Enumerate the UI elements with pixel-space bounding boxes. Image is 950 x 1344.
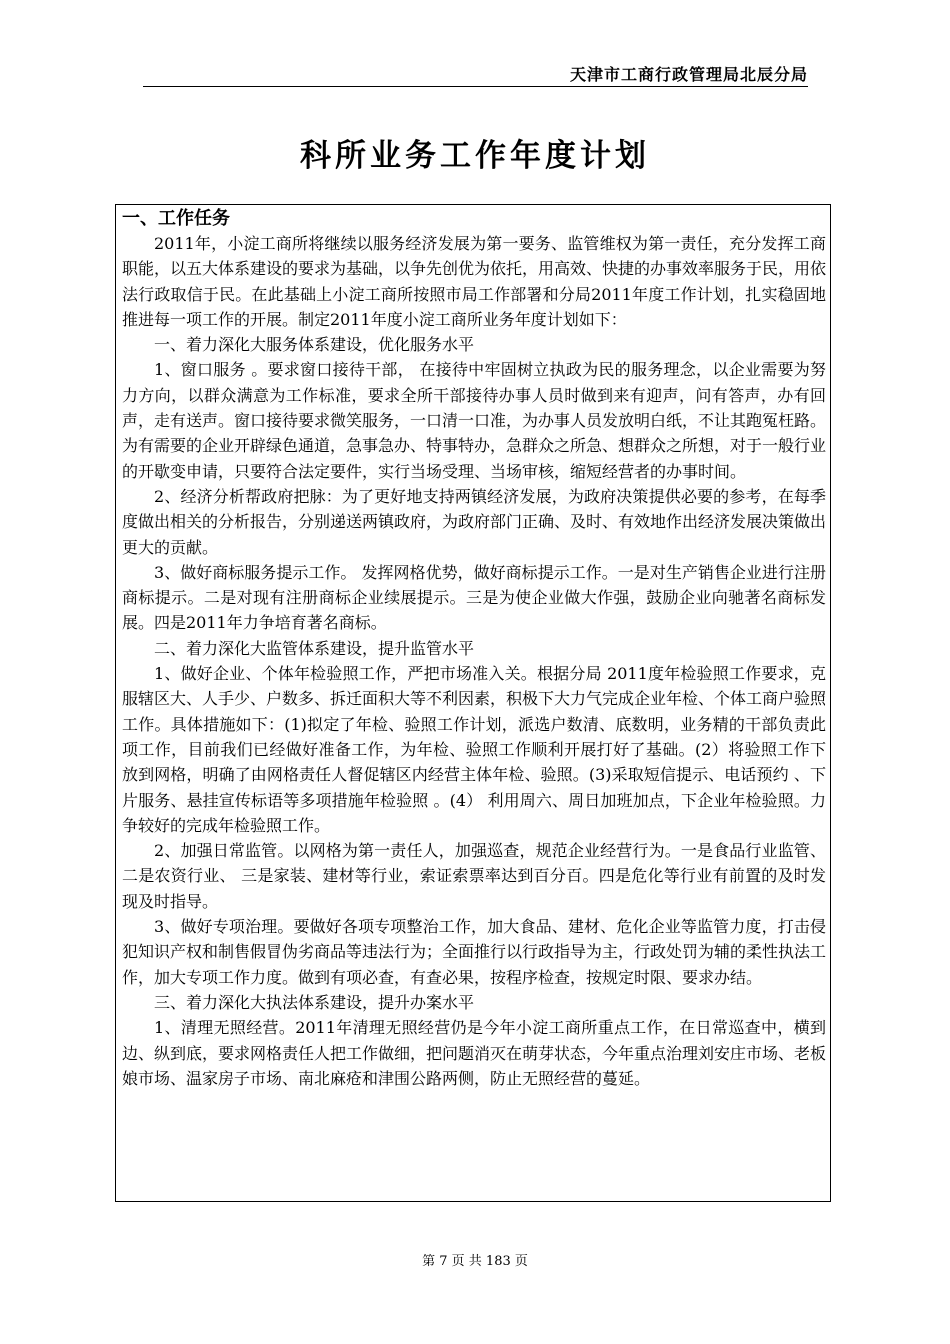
paragraph-daily-supervision: 2、加强日常监管。以网格为第一责任人，加强巡查，规范企业经营行为。一是食品行业监管、 二是农资行业、 三是家装、建材等行业，索证索票率达到百分百。四是危化等行业有前置的及时发现及时指导。: [122, 841, 826, 911]
subheading-service: 一、着力深化大服务体系建设，优化服务水平: [154, 335, 475, 355]
subheading-supervision: 二、着力深化大监管体系建设，提升监管水平: [154, 638, 475, 658]
content-box: [115, 204, 831, 1202]
section-heading: 一、工作任务: [122, 208, 230, 229]
document-title: 科所业务工作年度计划: [300, 138, 650, 174]
paragraph-unlicensed-business: 1、清理无照经营。2011年清理无照经营仍是今年小淀工商所重点工作，在日常巡查中，横到边、纵到底，要求网格责任人把工作做细，把问题消灭在萌芽状态，今年重点治理刘安庄市场、老板娘市场、温家房子市场、南北麻疮和津围公路两侧，防止无照经营的蔓延。: [122, 1018, 827, 1088]
paragraph-intro: 2011年，小淀工商所将继续以服务经济发展为第一要务、监管维权为第一责任，充分发挥工商职能，以五大体系建设的要求为基础，以争先创优为依托，用高效、快捷的办事效率服务于民，用依法行政取信于民。在此基础上小淀工商所按照市局工作部署和分局2011年度工作计划，扎实稳固地推进每一项工作的开展。制定2011年度小淀工商所业务年度计划如下：: [122, 234, 827, 329]
paragraph-annual-inspection: 1、做好企业、个体年检验照工作，严把市场准入关。根据分局 2011度年检验照工作要求，克服辖区大、人手少、户数多、拆迁面积大等不利因素，积极下大力气完成企业年检、个体工商户验照工作。具体措施如下：(1)拟定了年检、验照工作计划，派选户数清、底数明，业务精的干部负责此项工作，目前我们已经做好准备工作，为年检、验照工作顺利开展打好了基础。(2）将验照工作下放到网格，明确了由网格责任人督促辖区内经营主体年检、验照。(3)采取短信提示、电话预约 、下片服务、悬挂宣传标语等多项措施年检验照 。(4） 利用周六、周日加班加点，下企业年检验照。力争较好的完成年检验照工作。: [122, 664, 827, 835]
paragraph-special-rectification: 3、做好专项治理。要做好各项专项整治工作，加大食品、建材、危化企业等监管力度，打击侵犯知识产权和制售假冒伪劣商品等违法行为；全面推行以行政指导为主，行政处罚为辅的柔性执法工作，加大专项工作力度。做到有项必查，有查必果，按程序检查，按规定时限、要求办结。: [122, 917, 827, 987]
paragraph-list: [122, 231, 826, 1091]
header-org-name: 天津市工商行政管理局北辰分局: [569, 65, 808, 84]
paragraph-economic-analysis: 2、经济分析帮政府把脉：为了更好地支持两镇经济发展，为政府决策提供必要的参考，在每季度做出相关的分析报告，分别递送两镇政府，为政府部门正确、及时、有效地作出经济发展决策做出更大的贡献。: [122, 486, 827, 557]
paragraph-trademark: 3、做好商标服务提示工作。 发挥网格优势，做好商标提示工作。一是对生产销售企业进行注册商标提示。二是对现有注册商标企业续展提示。三是为使企业做大作强，鼓励企业向驰著名商标发展。四是2011年力争培育著名商标。: [122, 562, 826, 633]
subheading-enforcement: 三、着力深化大执法体系建设，提升办案水平: [154, 992, 475, 1012]
header-divider: [143, 86, 808, 87]
page-footer: 第 7 页 共 183 页: [422, 1254, 528, 1269]
paragraph-window-service: 1、窗口服务 。要求窗口接待干部， 在接待中牢固树立执政为民的服务理念，以企业需要为努力方向，以群众满意为工作标准，要求全所干部接待办事人员时做到来有迎声，问有答声，办有回声，走有送声。窗口接待要求微笑服务，一口清一口准，为办事人员发放明白纸，不让其跑冤枉路。为有需要的企业开辟绿色通道，急事急办、特事特办，急群众之所急、想群众之所想，对于一般行业的开歇变申请，只要符合法定要件，实行当场受理、当场审核，缩短经营者的办事时间。: [122, 360, 827, 481]
